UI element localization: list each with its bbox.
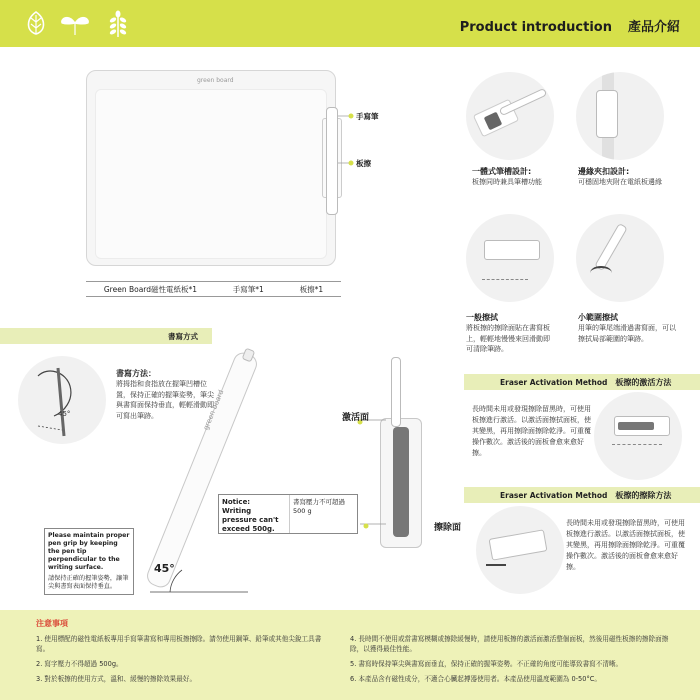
- feature-text: 板擦同時兼具筆槽功能: [472, 178, 542, 186]
- section-pill-erase: [464, 487, 700, 503]
- feature-title: 小範圍擦拭: [578, 313, 618, 322]
- pill-en: Eraser Activation Method: [500, 490, 608, 500]
- feature-slot: [472, 166, 542, 188]
- eraser-label: 板擦: [356, 159, 371, 168]
- section-pill-activation: [464, 374, 700, 390]
- note-item: 1. 使用標配的磁性電紙板專用手寫筆書寫和專用板擦擦除。請勿使用鋼筆、鉛筆或其他尖銳工具書寫。: [36, 635, 322, 653]
- title-zh: 產品介紹: [627, 20, 680, 35]
- grip-box: [44, 528, 134, 595]
- note-item: 4. 長時間不使用或當書寫模糊或擦除緩慢時，請使用板擦的激活面激活整個面板，然後用磁性板擦的擦除面擦除，以獲得最佳性能。: [350, 635, 669, 653]
- pill-en: Eraser Activation Method: [500, 377, 608, 387]
- feature-image-clip: [576, 72, 664, 160]
- method-text: 將拇指和食指放在握筆凹槽位置，保持正確的握筆姿勢，筆尖與書寫面保持垂直，輕輕滑動即可寫出筆跡。: [116, 380, 214, 420]
- section-pill-writing: 書寫方式: [0, 328, 212, 344]
- board-logo: green board: [197, 77, 234, 84]
- contents-item: 手寫筆*1: [232, 284, 264, 294]
- leaf-icon: [22, 9, 50, 37]
- note-item: 2. 寫字壓力不得超過 500g。: [36, 660, 123, 668]
- package-contents: [86, 281, 341, 297]
- pen-brand: green board: [201, 388, 226, 432]
- activation-face-label: 激活面: [342, 413, 370, 423]
- erase-face-label: 擦除面: [434, 523, 462, 533]
- page-title: [460, 16, 680, 35]
- erase-image: [476, 506, 564, 594]
- sprout-icon: [58, 9, 92, 37]
- notes-right: [350, 634, 680, 689]
- method-title: 書寫方法：: [116, 369, 156, 378]
- note-item: 6. 本產品含有磁性成分，不適合心臟起搏器使用者。本產品使用溫度範圍為 0-50°C。: [350, 675, 601, 683]
- feature-small-erase: [578, 312, 676, 344]
- feature-title: 一般擦拭: [466, 313, 498, 322]
- feature-title: 邊緣夾扣設計:: [578, 167, 630, 176]
- feature-text: 將板擦的擦除面貼在書寫板上，輕輕地慢慢來回滑動即可清除筆跡。: [466, 324, 550, 353]
- grip-zh: 請保持正確的握筆姿勢，讓筆尖與書寫表面保持垂直。: [48, 575, 129, 590]
- note-item: 3. 對於板擦的使用方式，溫和、緩慢的擦除效果最好。: [36, 675, 197, 683]
- feature-image-pen-slot: [466, 72, 554, 160]
- activation-image: [594, 392, 682, 480]
- notice-en: Notice: Writing pressure can't exceed 500g.: [222, 498, 279, 533]
- pill-zh: 板擦的擦除方法: [615, 490, 672, 500]
- feature-general-erase: [466, 312, 556, 355]
- writing-method: [116, 368, 216, 421]
- angle-small-label: 45°: [58, 410, 71, 418]
- notice-zh: 書寫壓力不可超過 500 g: [289, 495, 357, 533]
- wheat-icon: [104, 9, 132, 39]
- pen-label: 手寫筆: [356, 112, 379, 121]
- leader-lines: [338, 110, 358, 170]
- angle-arc: [130, 540, 250, 600]
- feature-title: 一體式筆槽設計:: [472, 167, 532, 176]
- contents-item: 板擦*1: [299, 284, 324, 294]
- erase-text: 長時間未用或發現擦除留黑時，可使用板擦進行激活。以激活面擦拭面板，使其變黑，再用擦除面擦除乾淨。可重覆操作數次。激活後的面板會愈來愈好擦。: [566, 519, 685, 571]
- feature-text: 可穩固地夾附在電紙板邊緣: [578, 178, 662, 186]
- feature-clip: [578, 166, 662, 188]
- title-en: Product introduction: [459, 20, 612, 35]
- pill-zh: 板擦的激活方法: [615, 377, 672, 387]
- header-band: [0, 0, 700, 47]
- feature-image-small-erase: [576, 214, 664, 302]
- note-item: 5. 書寫時保持筆尖與書寫面垂直，保持正確的握筆姿勢。不正確的角度可能導致書寫不清晰。: [350, 660, 623, 668]
- notes-title: 注意事項: [36, 619, 68, 628]
- grip-illustration: [18, 356, 106, 444]
- angle-large-label: 45°: [154, 562, 175, 575]
- contents-item: Green Board磁性電紙板*1: [103, 284, 198, 294]
- notes-left: [36, 634, 332, 689]
- feature-image-general-erase: [466, 214, 554, 302]
- board-illustration: [86, 70, 336, 266]
- notice-box: [218, 494, 358, 534]
- feature-text: 用筆的筆尾端滑過書寫面，可以擦拭局部範圍的筆跡。: [578, 324, 676, 343]
- grip-en: Please maintain proper pen grip by keeping the pen tip perpendicular to the writing surface.: [48, 532, 130, 571]
- activation-text: 長時間未用或發現擦除留黑時，可使用板擦進行激活。以激活面擦拭面板，使其變黑，再用擦除面擦除乾淨。可重覆操作數次。激活後的面板會愈來愈好擦。: [472, 405, 591, 457]
